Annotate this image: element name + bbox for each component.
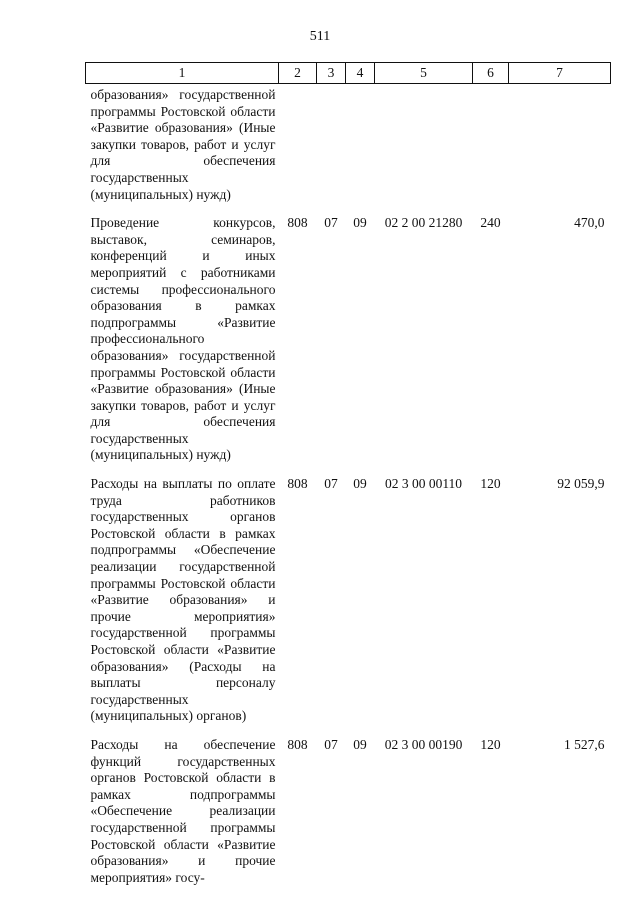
cell-c3: 07: [324, 476, 338, 492]
row-description: Расходы на обеспечение функций государственных органов Ростовской области в рамках подпрограммы «Обеспечение реализации государственной программы Ростовской области «Развитие образования» и прочие мероприятия» госу-: [90, 736, 276, 885]
cell-c5: 02 3 00 00110: [384, 476, 463, 492]
column-header-4: 4: [346, 63, 375, 84]
column-header-2: 2: [279, 63, 317, 84]
cell-amount: 92 059,9: [557, 476, 605, 492]
table-header-row: [86, 63, 611, 84]
table-row: [86, 466, 611, 727]
table-row: [86, 727, 611, 888]
cell-c3: 07: [324, 215, 338, 231]
table-row: [86, 84, 611, 206]
cell-c3: [317, 84, 346, 206]
column-header-1: 1: [86, 63, 279, 84]
cell-c4: 09: [353, 736, 367, 752]
column-header-5: 5: [375, 63, 473, 84]
row-description: образования» государственной программы Ростовской области «Развитие образования» (Иные закупки товаров, работ и услуг для обеспечения государственных (муниципальных) нужд): [90, 87, 276, 202]
cell-c4: [346, 84, 375, 206]
cell-c5: 02 2 00 21280: [384, 215, 463, 231]
budget-table: [85, 62, 611, 888]
cell-c2: [279, 84, 317, 206]
cell-amount: 470,0: [574, 215, 605, 231]
cell-amount: [509, 84, 611, 206]
cell-c2: 808: [287, 736, 308, 752]
column-header-6: 6: [473, 63, 509, 84]
row-description: Расходы на выплаты по оплате труда работников государственных органов Ростовской области в рамках подпрограммы «Обеспечение реализации государственной программы Ростовской области «Развитие образования» и прочие мероприятия» государственной программы Ростовской области «Развитие образования» (Расходы на выплаты персоналу государственных (муниципальных) органов): [90, 476, 276, 724]
cell-c6: 120: [480, 476, 501, 492]
table-row: [86, 205, 611, 466]
cell-c5: 02 3 00 00190: [384, 736, 463, 752]
cell-c4: 09: [353, 476, 367, 492]
cell-c6: 120: [480, 736, 501, 752]
cell-c6: 240: [480, 215, 501, 231]
cell-c6: [473, 84, 509, 206]
cell-c4: 09: [353, 215, 367, 231]
cell-c2: 808: [287, 215, 308, 231]
row-description: Проведение конкурсов, выставок, семинаров, конференций и иных мероприятий с работниками системы профессионального образования в рамках подпрограммы «Развитие профессионального образования» государственной программы Ростовской области «Развитие образования» (Иные закупки товаров, работ и услуг для обеспечения государственных (муниципальных) нужд): [90, 215, 276, 463]
column-header-3: 3: [317, 63, 346, 84]
cell-c3: 07: [324, 736, 338, 752]
cell-c5: [375, 84, 473, 206]
column-header-7: 7: [509, 63, 611, 84]
cell-c2: 808: [287, 476, 308, 492]
page-number: 511: [309, 29, 331, 44]
cell-amount: 1 527,6: [564, 736, 605, 752]
